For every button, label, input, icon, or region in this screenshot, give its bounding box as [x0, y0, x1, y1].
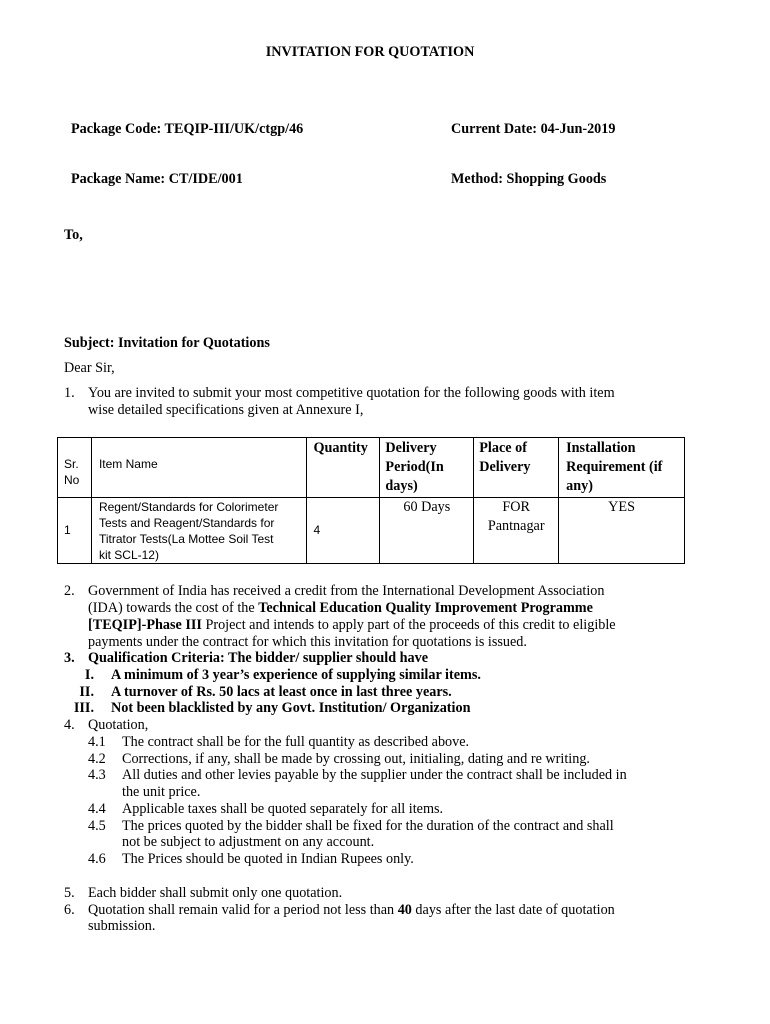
header-quantity-label: Quantity: [313, 440, 368, 456]
para-6-line-2: submission.: [88, 918, 156, 934]
para-2-line-4: payments under the contract for which this invitation for quotations is issued.: [88, 634, 527, 650]
programme-phase: [TEQIP]-Phase III: [88, 617, 202, 633]
table-row: [58, 498, 685, 564]
header-delivery-line-2: Period(In: [385, 459, 444, 475]
header-install-line-3: any): [566, 478, 593, 494]
header-sr-no: [58, 438, 92, 498]
sub-4-5-line-2: not be subject to adjustment on any account.: [122, 834, 375, 850]
cell-sr: [58, 498, 92, 564]
para-2-line-2-text: (IDA) towards the cost of the: [88, 600, 259, 616]
qualification-criteria-heading: Qualification Criteria: The bidder/ supplier should have: [88, 650, 429, 666]
sub-4-1-text: The contract shall be for the full quantity as described above.: [122, 734, 470, 750]
para-2-line-3: [88, 617, 677, 634]
para-2-line-2: [88, 600, 677, 617]
cell-item-name: [91, 498, 307, 564]
para-2-line-1: Government of India has received a credit from the International Development Association: [88, 583, 605, 599]
sub-4-2-text: Corrections, if any, shall be made by crossing out, initialing, dating and re writing.: [122, 751, 590, 767]
cell-installation: [559, 498, 685, 564]
header-install-line-2: Requirement (if: [566, 459, 663, 475]
current-date: Current Date: 04-Jun-2019: [451, 121, 616, 137]
para-2-line-3-text: Project and intends to apply part of the proceeds of this credit to eligible: [201, 617, 616, 633]
cell-sr-value: 1: [64, 523, 71, 537]
sub-4-3-line-2: the unit price.: [122, 784, 201, 800]
header-delivery-period: [380, 438, 474, 498]
table-header-row: [58, 438, 685, 498]
package-name: Package Name: CT/IDE/001: [71, 171, 243, 187]
page-title: INVITATION FOR QUOTATION: [265, 44, 475, 60]
procurement-method: Method: Shopping Goods: [451, 171, 607, 187]
criteria-3-text: Not been blacklisted by any Govt. Institution/ Organization: [111, 700, 471, 716]
header-sr: Sr.: [64, 457, 79, 471]
sub-4-6-number: 4.6: [88, 851, 106, 867]
sub-4-4-text: Applicable taxes shall be quoted separately for all items.: [122, 801, 444, 817]
header-quantity: [307, 438, 380, 498]
sub-4-5-line-1: The prices quoted by the bidder shall be fixed for the duration of the contract and shall: [122, 818, 614, 834]
cell-delivery-value: 60 Days: [403, 499, 451, 515]
criteria-1-number: I.: [84, 667, 94, 683]
item-line-1: Regent/Standards for Colorimeter: [98, 500, 279, 514]
criteria-3-number: III.: [73, 700, 94, 716]
item-line-4: kit SCL-12): [98, 548, 159, 562]
criteria-2-number: II.: [79, 684, 94, 700]
para-5-text: Each bidder shall submit only one quotation.: [88, 885, 343, 901]
sub-4-3-line-1: All duties and other levies payable by the supplier under the contract shall be included in: [122, 767, 627, 783]
para-2-number: 2.: [64, 583, 75, 599]
cell-installation-value: YES: [608, 499, 635, 515]
item-line-2: Tests and Reagent/Standards for: [98, 516, 275, 530]
header-place-of-delivery: [474, 438, 559, 498]
addressee-label: To,: [64, 227, 83, 243]
para-1-line-2: wise detailed specifications given at Annexure I,: [88, 402, 364, 418]
header-install-line-1: Installation: [566, 440, 636, 456]
para-4-number: 4.: [64, 717, 75, 733]
para-6-number: 6.: [64, 902, 75, 918]
header-item-name: [91, 438, 307, 498]
para-1-line-1: You are invited to submit your most competitive quotation for the following goods with item: [88, 385, 615, 401]
cell-delivery: [380, 498, 474, 564]
para-3-number: 3.: [64, 650, 75, 666]
validity-days: 40: [397, 902, 412, 918]
criteria-1-text: A minimum of 3 year’s experience of supplying similar items.: [111, 667, 481, 683]
cell-place-line-1: FOR: [502, 499, 530, 515]
item-line-3: Titrator Tests(La Mottee Soil Test: [98, 532, 274, 546]
para-6-text-c: days after the last date of quotation: [411, 902, 615, 918]
subject-line: Subject: Invitation for Quotations: [64, 335, 270, 351]
sub-4-6-text: The Prices should be quoted in Indian Rupees only.: [122, 851, 414, 867]
cell-quantity: [307, 498, 380, 564]
header-delivery-line-3: days): [385, 478, 418, 494]
header-place-line-1: Place of: [479, 440, 527, 456]
cell-quantity-value: 4: [313, 523, 321, 537]
para-1-number: 1.: [64, 385, 75, 401]
para-6-text-a: Quotation shall remain valid for a period not less than: [88, 902, 398, 918]
para-6-line-1: [88, 902, 677, 919]
package-code: Package Code: TEQIP-III/UK/ctgp/46: [71, 121, 304, 137]
programme-name: Technical Education Quality Improvement Programme: [258, 600, 593, 616]
header-no: No: [64, 473, 80, 487]
sub-4-3-number: 4.3: [88, 767, 106, 783]
header-delivery-line-1: Delivery: [385, 440, 437, 456]
para-5-number: 5.: [64, 885, 75, 901]
cell-place: [474, 498, 559, 564]
items-table: [57, 437, 685, 564]
sub-4-4-number: 4.4: [88, 801, 106, 817]
sub-4-2-number: 4.2: [88, 751, 106, 767]
cell-place-line-2: Pantnagar: [487, 518, 545, 534]
quotation-heading: Quotation,: [88, 717, 149, 733]
sub-4-1-number: 4.1: [88, 734, 106, 750]
criteria-2-text: A turnover of Rs. 50 lacs at least once in last three years.: [111, 684, 452, 700]
header-installation: [559, 438, 685, 498]
salutation: Dear Sir,: [64, 360, 115, 376]
header-place-line-2: Delivery: [479, 459, 531, 475]
sub-4-5-number: 4.5: [88, 818, 106, 834]
header-item-name-label: Item Name: [98, 457, 158, 471]
